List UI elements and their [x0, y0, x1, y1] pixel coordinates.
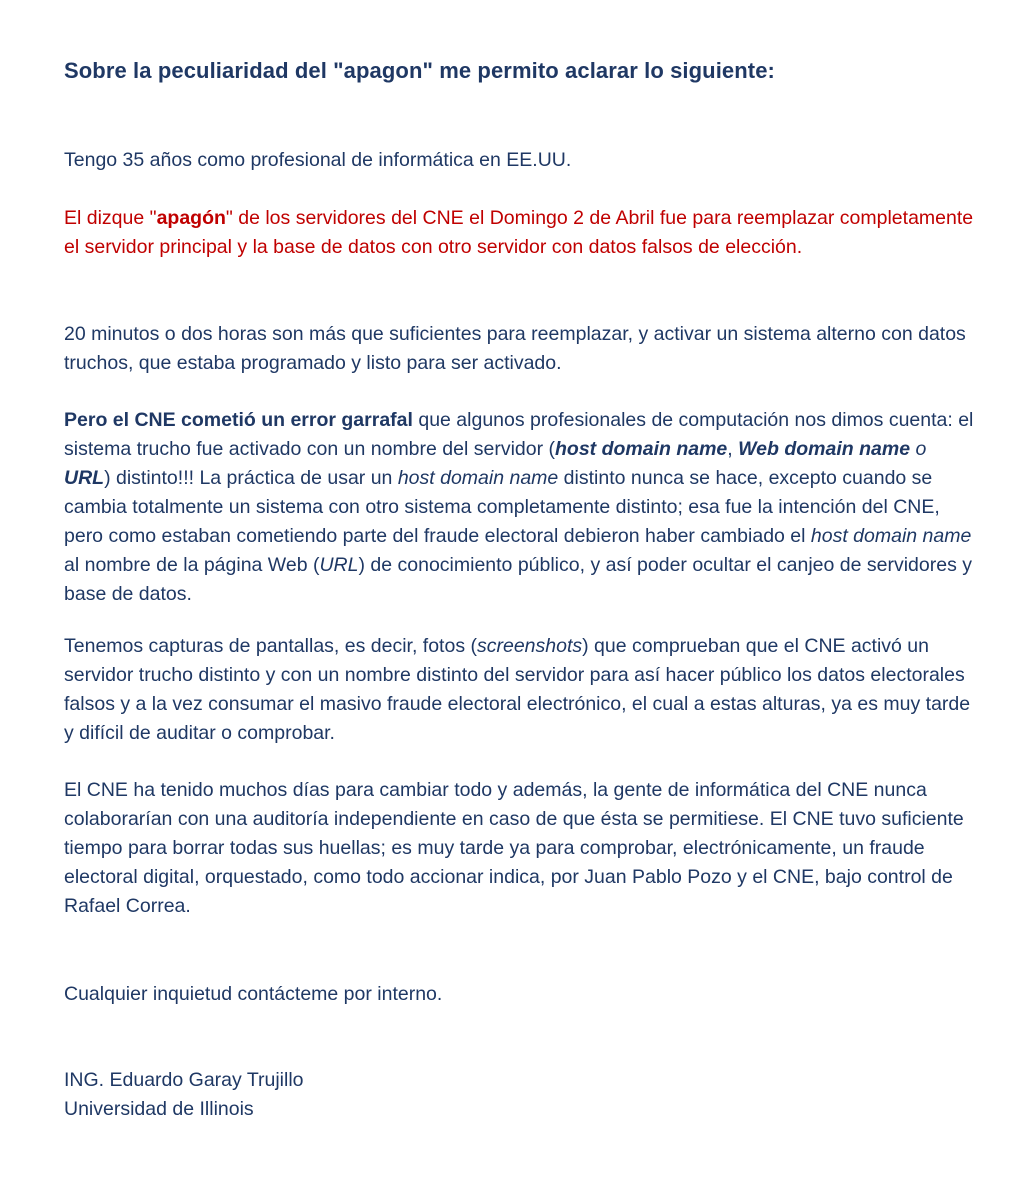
paragraph-error-claim — [64, 406, 974, 609]
text-span: ) de conocimiento público, y así poder ocultar el canjeo de servidores y base de datos. — [64, 554, 972, 605]
paragraph-experience: Tengo 35 años como profesional de informática en EE.UU. — [64, 149, 572, 171]
term-url: URL — [64, 467, 105, 489]
apagon-emphasis: apagón — [156, 207, 226, 229]
term-screenshots: screenshots — [476, 635, 583, 657]
term-url: URL — [319, 554, 359, 576]
paragraph-screenshots — [64, 632, 974, 748]
paragraph-time-claim: 20 minutos o dos horas son más que suficientes para reemplazar, y activar un sistema alterno con datos truchos, que estaba programado y listo para ser activado. — [64, 323, 966, 374]
paragraph-blackout-claim — [64, 204, 974, 262]
term-o: o — [915, 438, 927, 460]
text-span: al nombre de la página Web ( — [64, 554, 320, 576]
term-host-domain-name: host domain name — [555, 438, 728, 460]
text-span: El dizque " — [64, 207, 157, 229]
paragraph-cne-time: El CNE ha tenido muchos días para cambiar todo y además, la gente de informática del CNE nunca colaborarían con una auditoría independiente en caso de que ésta se permitiese. El CNE tuvo suficiente tiempo para borrar todas sus huellas; es muy tarde ya para comprobar, electrónicamente, un fraude electoral digital, orquestado, como todo accionar indica, por Juan Pablo Pozo y el CNE, bajo control de Rafael Correa. — [64, 779, 964, 917]
document-heading: Sobre la peculiaridad del "apagon" me permito aclarar lo siguiente: — [64, 58, 775, 83]
text-span: ) distinto!!! La práctica de usar un — [104, 467, 398, 489]
text-span: , — [727, 438, 739, 460]
signature-institution: Universidad de Illinois — [64, 1098, 254, 1120]
term-host-domain-name: host domain name — [810, 525, 972, 547]
text-span: Tenemos capturas de pantallas, es decir, fotos ( — [64, 635, 477, 657]
text-span: distinto nunca se hace, excepto cuando se cambia totalmente un sistema con otro sistema completamente distinto; esa fue la intención del CNE, pero como estaban cometiendo parte del fraude electoral debieron haber cambiado el — [64, 467, 940, 547]
term-host-domain-name: host domain name — [397, 467, 559, 489]
text-span: ) que comprueban que el CNE activó un servidor trucho distinto y con un nombre distinto del servidor para así hacer público los datos electorales falsos y a la vez consumar el masivo fraude electoral electrónico, el cual a estas alturas, ya es muy tarde y difícil de auditar o comprobar. — [64, 635, 971, 744]
text-span: " de los servidores del CNE el Domingo 2 de Abril fue para reemplazar completamente el servidor principal y la base de datos con otro servidor con datos falsos de elección. — [64, 207, 974, 258]
term-web-domain-name: Web domain name — [738, 438, 911, 460]
paragraph-contact: Cualquier inquietud contácteme por interno. — [64, 983, 443, 1005]
signature-name: ING. Eduardo Garay Trujillo — [64, 1069, 304, 1091]
text-span: que algunos profesionales de computación nos dimos cuenta: el sistema trucho fue activado con un nombre del servidor ( — [64, 409, 974, 460]
error-lead-emphasis: Pero el CNE cometió un error garrafal — [64, 409, 413, 431]
